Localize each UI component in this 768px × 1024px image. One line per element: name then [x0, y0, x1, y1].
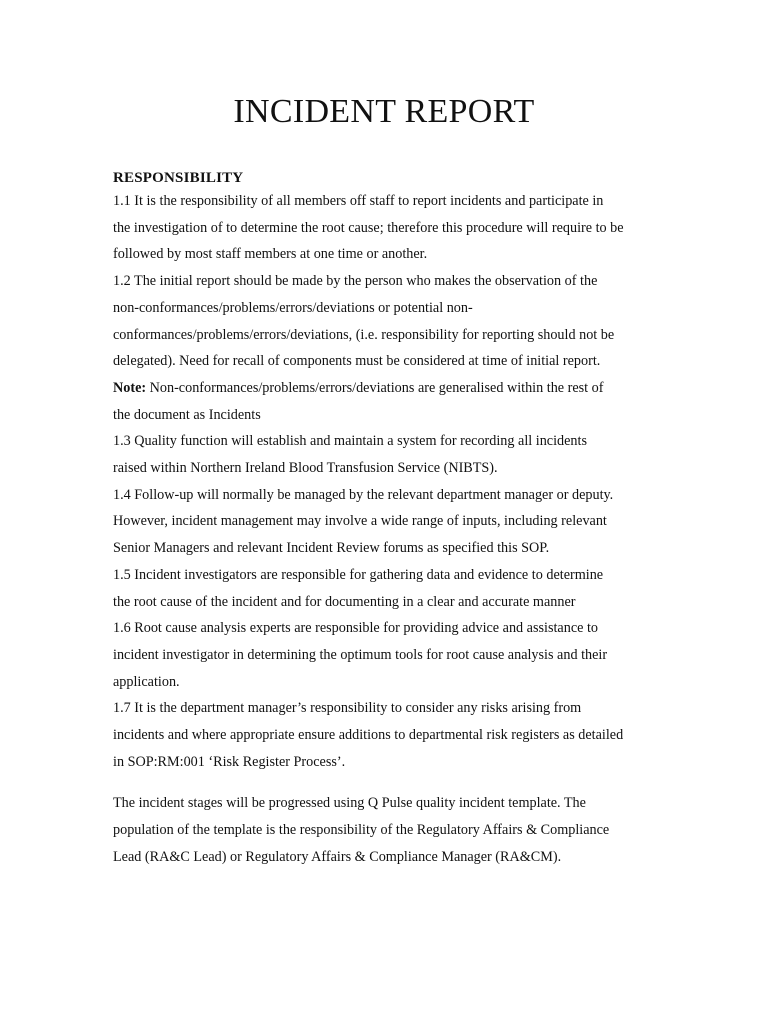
- text-line: However, incident management may involve a wide range of inputs, including relevant: [113, 513, 607, 530]
- text-line: non-conformances/problems/errors/deviations or potential non-: [113, 299, 473, 316]
- note-paragraph: [113, 375, 653, 428]
- text-line: followed by most staff members at one time or another.: [113, 246, 428, 263]
- text-line: 1.3 Quality function will establish and maintain a system for recording all incidents: [113, 433, 587, 450]
- paragraph-1-1: [113, 188, 653, 268]
- text-line: the investigation of to determine the root cause; therefore this procedure will require to be: [113, 219, 624, 236]
- paragraph-1-3: [113, 428, 653, 481]
- text-line: incidents and where appropriate ensure additions to departmental risk registers as detailed: [113, 727, 624, 744]
- text-line: 1.4 Follow-up will normally be managed by the relevant department manager or deputy.: [113, 486, 614, 503]
- text-line: 1.5 Incident investigators are responsible for gathering data and evidence to determine: [113, 566, 604, 583]
- document-title: INCIDENT REPORT: [233, 93, 535, 130]
- text-line: 1.7 It is the department manager’s responsibility to consider any risks arising from: [113, 700, 582, 717]
- text-line: 1.2 The initial report should be made by the person who makes the observation of the: [113, 273, 598, 290]
- text-line: the document as Incidents: [113, 406, 261, 423]
- text-line: delegated). Need for recall of components must be considered at time of initial report.: [113, 353, 601, 370]
- note-line: [113, 375, 653, 402]
- paragraph-1-4: [113, 482, 653, 562]
- text-line: population of the template is the responsibility of the Regulatory Affairs & Compliance: [113, 822, 610, 839]
- text-line: the root cause of the incident and for documenting in a clear and accurate manner: [113, 593, 576, 610]
- text-line: Lead (RA&C Lead) or Regulatory Affairs & Compliance Manager (RA&CM).: [113, 848, 562, 865]
- text-line: conformances/problems/errors/deviations, (i.e. responsibility for reporting should not be: [113, 326, 615, 343]
- text-line: raised within Northern Ireland Blood Transfusion Service (NIBTS).: [113, 460, 498, 477]
- text-line: The incident stages will be progressed using Q Pulse quality incident template. The: [113, 795, 586, 812]
- note-text: Non-conformances/problems/errors/deviations are generalised within the rest of: [146, 379, 604, 396]
- paragraph-1-7: [113, 695, 653, 775]
- closing-paragraph: [113, 790, 653, 870]
- text-line: Senior Managers and relevant Incident Review forums as specified this SOP.: [113, 540, 550, 557]
- text-line: application.: [113, 673, 180, 690]
- paragraph-1-5: [113, 562, 653, 615]
- text-line: 1.1 It is the responsibility of all members off staff to report incidents and participate in: [113, 193, 604, 209]
- text-line: 1.6 Root cause analysis experts are responsible for providing advice and assistance to: [113, 620, 598, 637]
- document-body: [113, 168, 653, 871]
- paragraph-1-6: [113, 615, 653, 695]
- paragraph-1-2: [113, 268, 653, 375]
- note-label: Note:: [113, 379, 147, 396]
- text-line: in SOP:RM:001 ‘Risk Register Process’.: [113, 753, 346, 770]
- text-line: incident investigator in determining the optimum tools for root cause analysis and their: [113, 646, 608, 663]
- section-heading: RESPONSIBILITY: [113, 170, 244, 186]
